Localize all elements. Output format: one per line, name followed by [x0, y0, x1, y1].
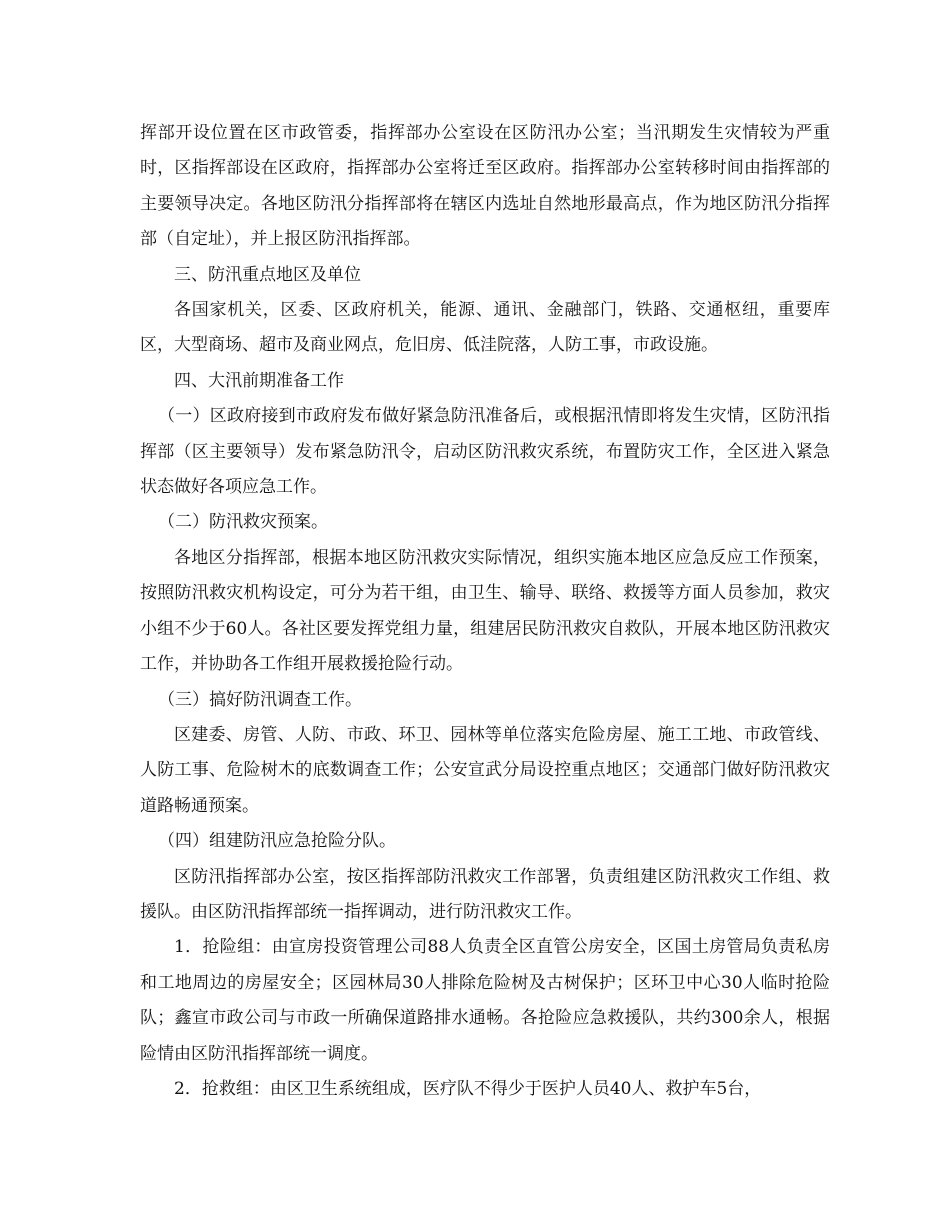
- subheading-item-3: （三）搞好防汛调查工作。: [158, 689, 362, 710]
- paragraph-key-areas: 各国家机关，区委、区政府机关，能源、通讯、金融部门，铁路、交通枢纽，重要库区，大型商场、超市及商业网点，危旧房、低洼院落，人防工事，市政设施。: [140, 300, 830, 356]
- section-heading-4: 四、大汛前期准备工作: [174, 370, 344, 391]
- paragraph-teams: 区防汛指挥部办公室，按区指挥部防汛救灾工作部署，负责组建区防汛救灾工作组、救援队。由区防汛指挥部统一指挥调动，进行防汛救灾工作。: [140, 866, 830, 922]
- paragraph-1: 挥部开设位置在区市政管委，指挥部办公室设在区防汛办公室；当汛期发生灾情较为严重时，区指挥部设在区政府，指挥部办公室将迁至区政府。指挥部办公室转移时间由指挥部的主要领导决定。各地区防汛分指挥部将在辖区内选址自然地形最高点，作为地区防汛分指挥部（自定址），并上报区防汛指挥部。: [140, 123, 830, 250]
- section-heading-3: 三、防汛重点地区及单位: [174, 264, 361, 285]
- paragraph-rescue-plan: 各地区分指挥部，根据本地区防汛救灾实际情况，组织实施本地区应急反应工作预案，按照防汛救灾机构设定，可分为若干组，由卫生、输导、联络、救援等方面人员参加，救灾小组不少于60人。各社区要发挥党组力量，组建居民防汛救灾自救队，开展本地区防汛救灾工作，并协助各工作组开展救援抢险行动。: [140, 547, 830, 675]
- document-body: [140, 116, 830, 1107]
- subheading-item-2: （二）防汛救灾预案。: [158, 512, 328, 533]
- paragraph-rescue-group: 1．抢险组：由宣房投资管理公司88人负责全区直管公房安全，区国土房管局负责私房和工地周边的房屋安全；区园林局30人排除危险树及古树保护；区环卫中心30人临时抢险队；鑫宣市政公司与市政一所确保道路排水通畅。各抢险应急救援队，共约300余人，根据险情由区防汛指挥部统一调度。: [140, 937, 830, 1064]
- paragraph-medical-group: 2．抢救组：由区卫生系统组成，医疗队不得少于医护人员40人、救护车5台，: [174, 1078, 762, 1099]
- paragraph-item-1: （一）区政府接到市政府发布做好紧急防汛准备后，或根据汛情即将发生灾情，区防汛指挥部（区主要领导）发布紧急防汛令，启动区防汛救灾系统，布置防灾工作，全区进入紧急状态做好各项应急工作。: [140, 406, 830, 498]
- paragraph-survey: 区建委、房管、人防、市政、环卫、园林等单位落实危险房屋、施工工地、市政管线、人防工事、危险树木的底数调查工作；公安宣武分局设控重点地区；交通部门做好防汛救灾道路畅通预案。: [140, 724, 830, 816]
- subheading-item-4: （四）组建防汛应急抢险分队。: [158, 831, 396, 852]
